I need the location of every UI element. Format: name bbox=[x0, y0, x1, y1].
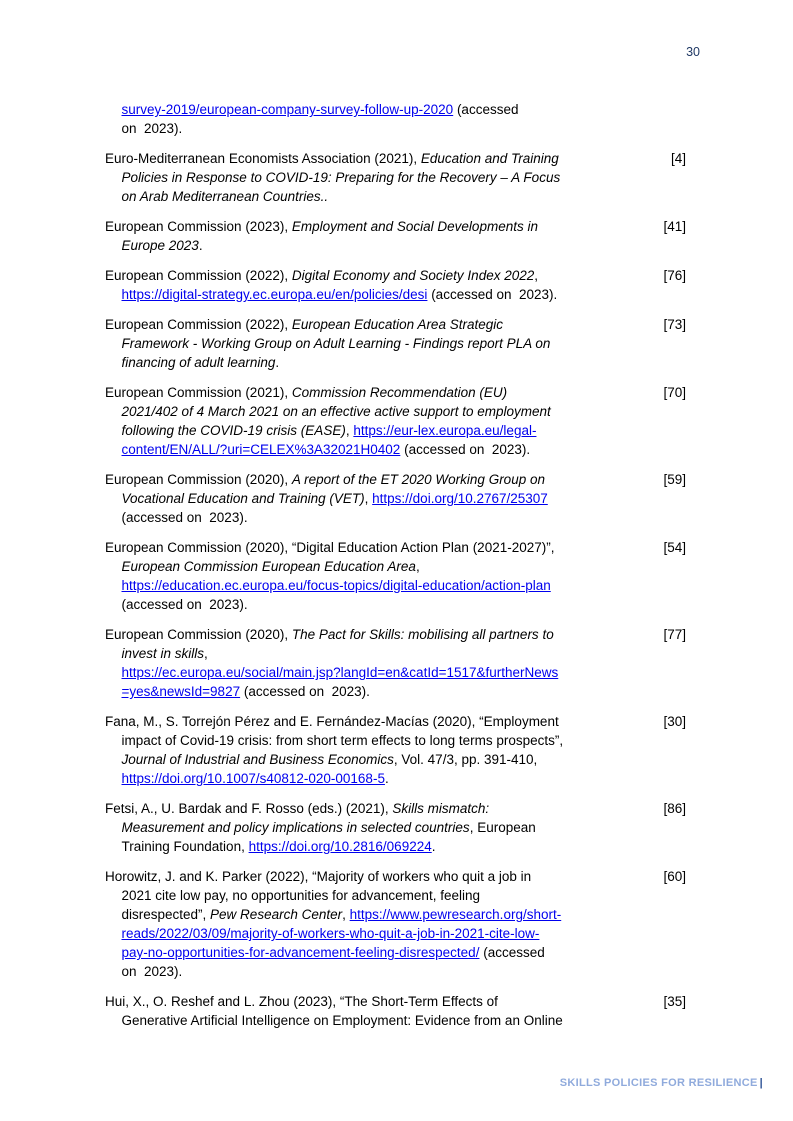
reference-line bbox=[105, 663, 653, 682]
reference-line bbox=[105, 644, 653, 663]
reference-number: [4] bbox=[670, 151, 686, 166]
reference-entry bbox=[105, 867, 686, 981]
reference-line bbox=[105, 750, 653, 769]
reference-text-lines bbox=[105, 266, 653, 304]
reference-text: (accessed on 2023). bbox=[121, 510, 248, 525]
footer bbox=[546, 1065, 763, 1101]
reference-number: [35] bbox=[663, 994, 686, 1009]
page-number: 30 bbox=[686, 45, 700, 59]
reference-link[interactable]: https://doi.org/10.2767/25307 bbox=[372, 491, 548, 506]
reference-text: Commission Recommendation (EU) bbox=[291, 385, 508, 400]
reference-text-lines bbox=[105, 470, 653, 527]
reference-text: A report of the ET 2020 Working Group on bbox=[291, 472, 545, 487]
reference-text: (accessed on 2023). bbox=[240, 684, 370, 699]
reference-line bbox=[105, 943, 653, 962]
reference-text-lines bbox=[105, 867, 653, 981]
reference-line bbox=[105, 421, 653, 440]
reference-line bbox=[105, 489, 653, 508]
reference-link[interactable]: https://ec.europa.eu/social/main.jsp?langId=en&catId=1517&furtherNews bbox=[121, 665, 559, 680]
reference-line bbox=[105, 149, 653, 168]
reference-text: financing of adult learning bbox=[121, 355, 276, 370]
reference-number: [70] bbox=[663, 385, 686, 400]
reference-text-lines bbox=[105, 217, 653, 255]
reference-text: . bbox=[431, 839, 436, 854]
reference-number: [77] bbox=[663, 627, 686, 642]
reference-text: Vocational Education and Training (VET) bbox=[121, 491, 365, 506]
reference-line bbox=[105, 799, 653, 818]
reference-text: . bbox=[198, 238, 203, 253]
reference-line bbox=[105, 285, 653, 304]
reference-line bbox=[105, 508, 653, 527]
reference-text: , bbox=[345, 423, 354, 438]
reference-line bbox=[105, 1011, 653, 1030]
reference-entry bbox=[105, 625, 686, 701]
reference-text: 2021 cite low pay, no opportunities for advancement, feeling bbox=[121, 888, 480, 903]
reference-text: European Commission (2022), bbox=[105, 268, 292, 283]
reference-line bbox=[105, 712, 653, 731]
reference-line bbox=[105, 440, 653, 459]
reference-number: [54] bbox=[663, 540, 686, 555]
reference-text: , bbox=[364, 491, 373, 506]
reference-link[interactable]: survey-2019/european-company-survey-follow-up-2020 bbox=[121, 102, 454, 117]
reference-line bbox=[105, 924, 653, 943]
reference-entry bbox=[105, 266, 686, 304]
reference-text: , Vol. 47/3, pp. 391-410, bbox=[393, 752, 538, 767]
reference-line bbox=[105, 962, 653, 981]
reference-text-lines bbox=[105, 100, 653, 138]
reference-text: Fetsi, A., U. Bardak and F. Rosso (eds.) (2021), bbox=[105, 801, 393, 816]
reference-entry bbox=[105, 217, 686, 255]
reference-entry bbox=[105, 538, 686, 614]
reference-line bbox=[105, 236, 653, 255]
reference-text: Education and Training bbox=[420, 151, 559, 166]
reference-link[interactable]: https://www.pewresearch.org/short- bbox=[349, 907, 562, 922]
reference-number: [86] bbox=[663, 801, 686, 816]
reference-text: Generative Artificial Intelligence on Employment: Evidence from an Online bbox=[121, 1013, 563, 1028]
reference-line bbox=[105, 625, 653, 644]
reference-text-lines bbox=[105, 992, 653, 1030]
reference-text: impact of Covid-19 crisis: from short term effects to long terms prospects”, bbox=[121, 733, 564, 748]
reference-number: [41] bbox=[663, 219, 686, 234]
reference-text: European Commission (2022), bbox=[105, 317, 292, 332]
reference-link[interactable]: content/EN/ALL/?uri=CELEX%3A32021H0402 bbox=[121, 442, 401, 457]
reference-text: European Commission (2023), bbox=[105, 219, 292, 234]
reference-line bbox=[105, 168, 653, 187]
reference-text: Euro-Mediterranean Economists Association (2021), bbox=[105, 151, 421, 166]
reference-text: . bbox=[384, 771, 389, 786]
reference-text: invest in skills bbox=[121, 646, 205, 661]
reference-text: on 2023). bbox=[121, 121, 183, 136]
reference-text: European Commission (2020), bbox=[105, 472, 292, 487]
reference-line bbox=[105, 538, 653, 557]
reference-text: European Commission (2020), bbox=[105, 627, 292, 642]
reference-line bbox=[105, 818, 653, 837]
reference-line bbox=[105, 470, 653, 489]
footer-separator: | bbox=[759, 1077, 763, 1089]
reference-text-lines bbox=[105, 538, 653, 614]
reference-text: disrespected”, bbox=[121, 907, 211, 922]
reference-text: Pew Research Center bbox=[210, 907, 343, 922]
reference-line bbox=[105, 867, 653, 886]
reference-entry bbox=[105, 149, 686, 206]
reference-text-lines bbox=[105, 383, 653, 459]
reference-number: [30] bbox=[663, 714, 686, 729]
reference-text: (accessed on 2023). bbox=[400, 442, 531, 457]
reference-text: following the COVID-19 crisis (EASE) bbox=[121, 423, 346, 438]
reference-entry bbox=[105, 100, 686, 138]
reference-text-lines bbox=[105, 712, 653, 788]
reference-text: (accessed on 2023). bbox=[427, 287, 558, 302]
reference-text: 2021/402 of 4 March 2021 on an effective active support to employment bbox=[121, 404, 551, 419]
reference-text: , bbox=[342, 907, 350, 922]
reference-line bbox=[105, 217, 653, 236]
reference-entry bbox=[105, 383, 686, 459]
reference-link[interactable]: https://digital-strategy.ec.europa.eu/en/policies/desi bbox=[121, 287, 428, 302]
reference-line bbox=[105, 383, 653, 402]
reference-line bbox=[105, 769, 653, 788]
reference-text-lines bbox=[105, 799, 653, 856]
reference-line bbox=[105, 266, 653, 285]
reference-text: Training Foundation, bbox=[121, 839, 249, 854]
reference-line bbox=[105, 100, 653, 119]
reference-text: , bbox=[204, 646, 208, 661]
reference-line bbox=[105, 557, 653, 576]
reference-text-lines bbox=[105, 149, 653, 206]
reference-text: Skills mismatch: bbox=[392, 801, 490, 816]
reference-text: European Commission European Education Area bbox=[121, 559, 416, 574]
reference-text: European Commission (2020), “Digital Education Action Plan (2021-2027)”, bbox=[105, 540, 555, 555]
reference-link[interactable]: =yes&newsId=9827 bbox=[121, 684, 241, 699]
reference-link[interactable]: reads/2022/03/09/majority-of-workers-who-quit-a-job-in-2021-cite-low- bbox=[121, 926, 540, 941]
reference-text: Europe 2023 bbox=[121, 238, 199, 253]
reference-line bbox=[105, 905, 653, 924]
reference-text-lines bbox=[105, 625, 653, 701]
reference-text: , European bbox=[469, 820, 536, 835]
reference-line bbox=[105, 119, 653, 138]
reference-text: Journal of Industrial and Business Economics bbox=[121, 752, 394, 767]
reference-number: [76] bbox=[663, 268, 686, 283]
reference-line bbox=[105, 595, 653, 614]
reference-line bbox=[105, 992, 653, 1011]
footer-running-title: SKILLS POLICIES FOR RESILIENCE bbox=[559, 1077, 758, 1089]
reference-text: Horowitz, J. and K. Parker (2022), “Majority of workers who quit a job in bbox=[105, 869, 532, 884]
reference-number: [60] bbox=[663, 869, 686, 884]
reference-entry bbox=[105, 470, 686, 527]
reference-text: The Pact for Skills: mobilising all partners to bbox=[291, 627, 554, 642]
reference-text: Fana, M., S. Torrejón Pérez and E. Fernández-Macías (2020), “Employment bbox=[105, 714, 559, 729]
reference-link[interactable]: https://education.ec.europa.eu/focus-topics/digital-education/action-plan bbox=[121, 578, 551, 593]
reference-text: on Arab Mediterranean Countries.. bbox=[121, 189, 329, 204]
reference-entry bbox=[105, 992, 686, 1030]
reference-line bbox=[105, 731, 653, 750]
reference-text: , bbox=[534, 268, 539, 283]
reference-text: European Education Area Strategic bbox=[291, 317, 503, 332]
reference-link[interactable]: https://doi.org/10.1007/s40812-020-00168-5 bbox=[121, 771, 385, 786]
reference-text: on 2023). bbox=[121, 964, 183, 979]
reference-link[interactable]: pay-no-opportunities-for-advancement-feeling-disrespected/ bbox=[121, 945, 480, 960]
reference-link[interactable]: https://eur-lex.europa.eu/legal- bbox=[353, 423, 537, 438]
reference-line bbox=[105, 886, 653, 905]
reference-text: Framework - Working Group on Adult Learning - Findings report PLA on bbox=[121, 336, 551, 351]
reference-number: [73] bbox=[663, 317, 686, 332]
reference-text: (accessed bbox=[453, 102, 519, 117]
reference-number: [59] bbox=[663, 472, 686, 487]
reference-text: , bbox=[415, 559, 420, 574]
reference-text: Hui, X., O. Reshef and L. Zhou (2023), “The Short-Term Effects of bbox=[105, 994, 498, 1009]
reference-text: Measurement and policy implications in selected countries bbox=[121, 820, 470, 835]
reference-text: (accessed bbox=[479, 945, 545, 960]
reference-text: Digital Economy and Society Index 2022 bbox=[291, 268, 535, 283]
reference-line bbox=[105, 315, 653, 334]
reference-entry bbox=[105, 712, 686, 788]
reference-entry bbox=[105, 315, 686, 372]
reference-line bbox=[105, 576, 653, 595]
reference-line bbox=[105, 837, 653, 856]
reference-text: European Commission (2021), bbox=[105, 385, 292, 400]
references-list bbox=[105, 100, 686, 1041]
reference-line bbox=[105, 682, 653, 701]
reference-line bbox=[105, 187, 653, 206]
reference-link[interactable]: https://doi.org/10.2816/069224 bbox=[248, 839, 432, 854]
reference-entry bbox=[105, 799, 686, 856]
reference-line bbox=[105, 334, 653, 353]
reference-text: Policies in Response to COVID-19: Preparing for the Recovery – A Focus bbox=[121, 170, 561, 185]
reference-text-lines bbox=[105, 315, 653, 372]
reference-line bbox=[105, 402, 653, 421]
reference-text: . bbox=[275, 355, 280, 370]
reference-text: Employment and Social Developments in bbox=[291, 219, 538, 234]
reference-text: (accessed on 2023). bbox=[121, 597, 248, 612]
reference-line bbox=[105, 353, 653, 372]
